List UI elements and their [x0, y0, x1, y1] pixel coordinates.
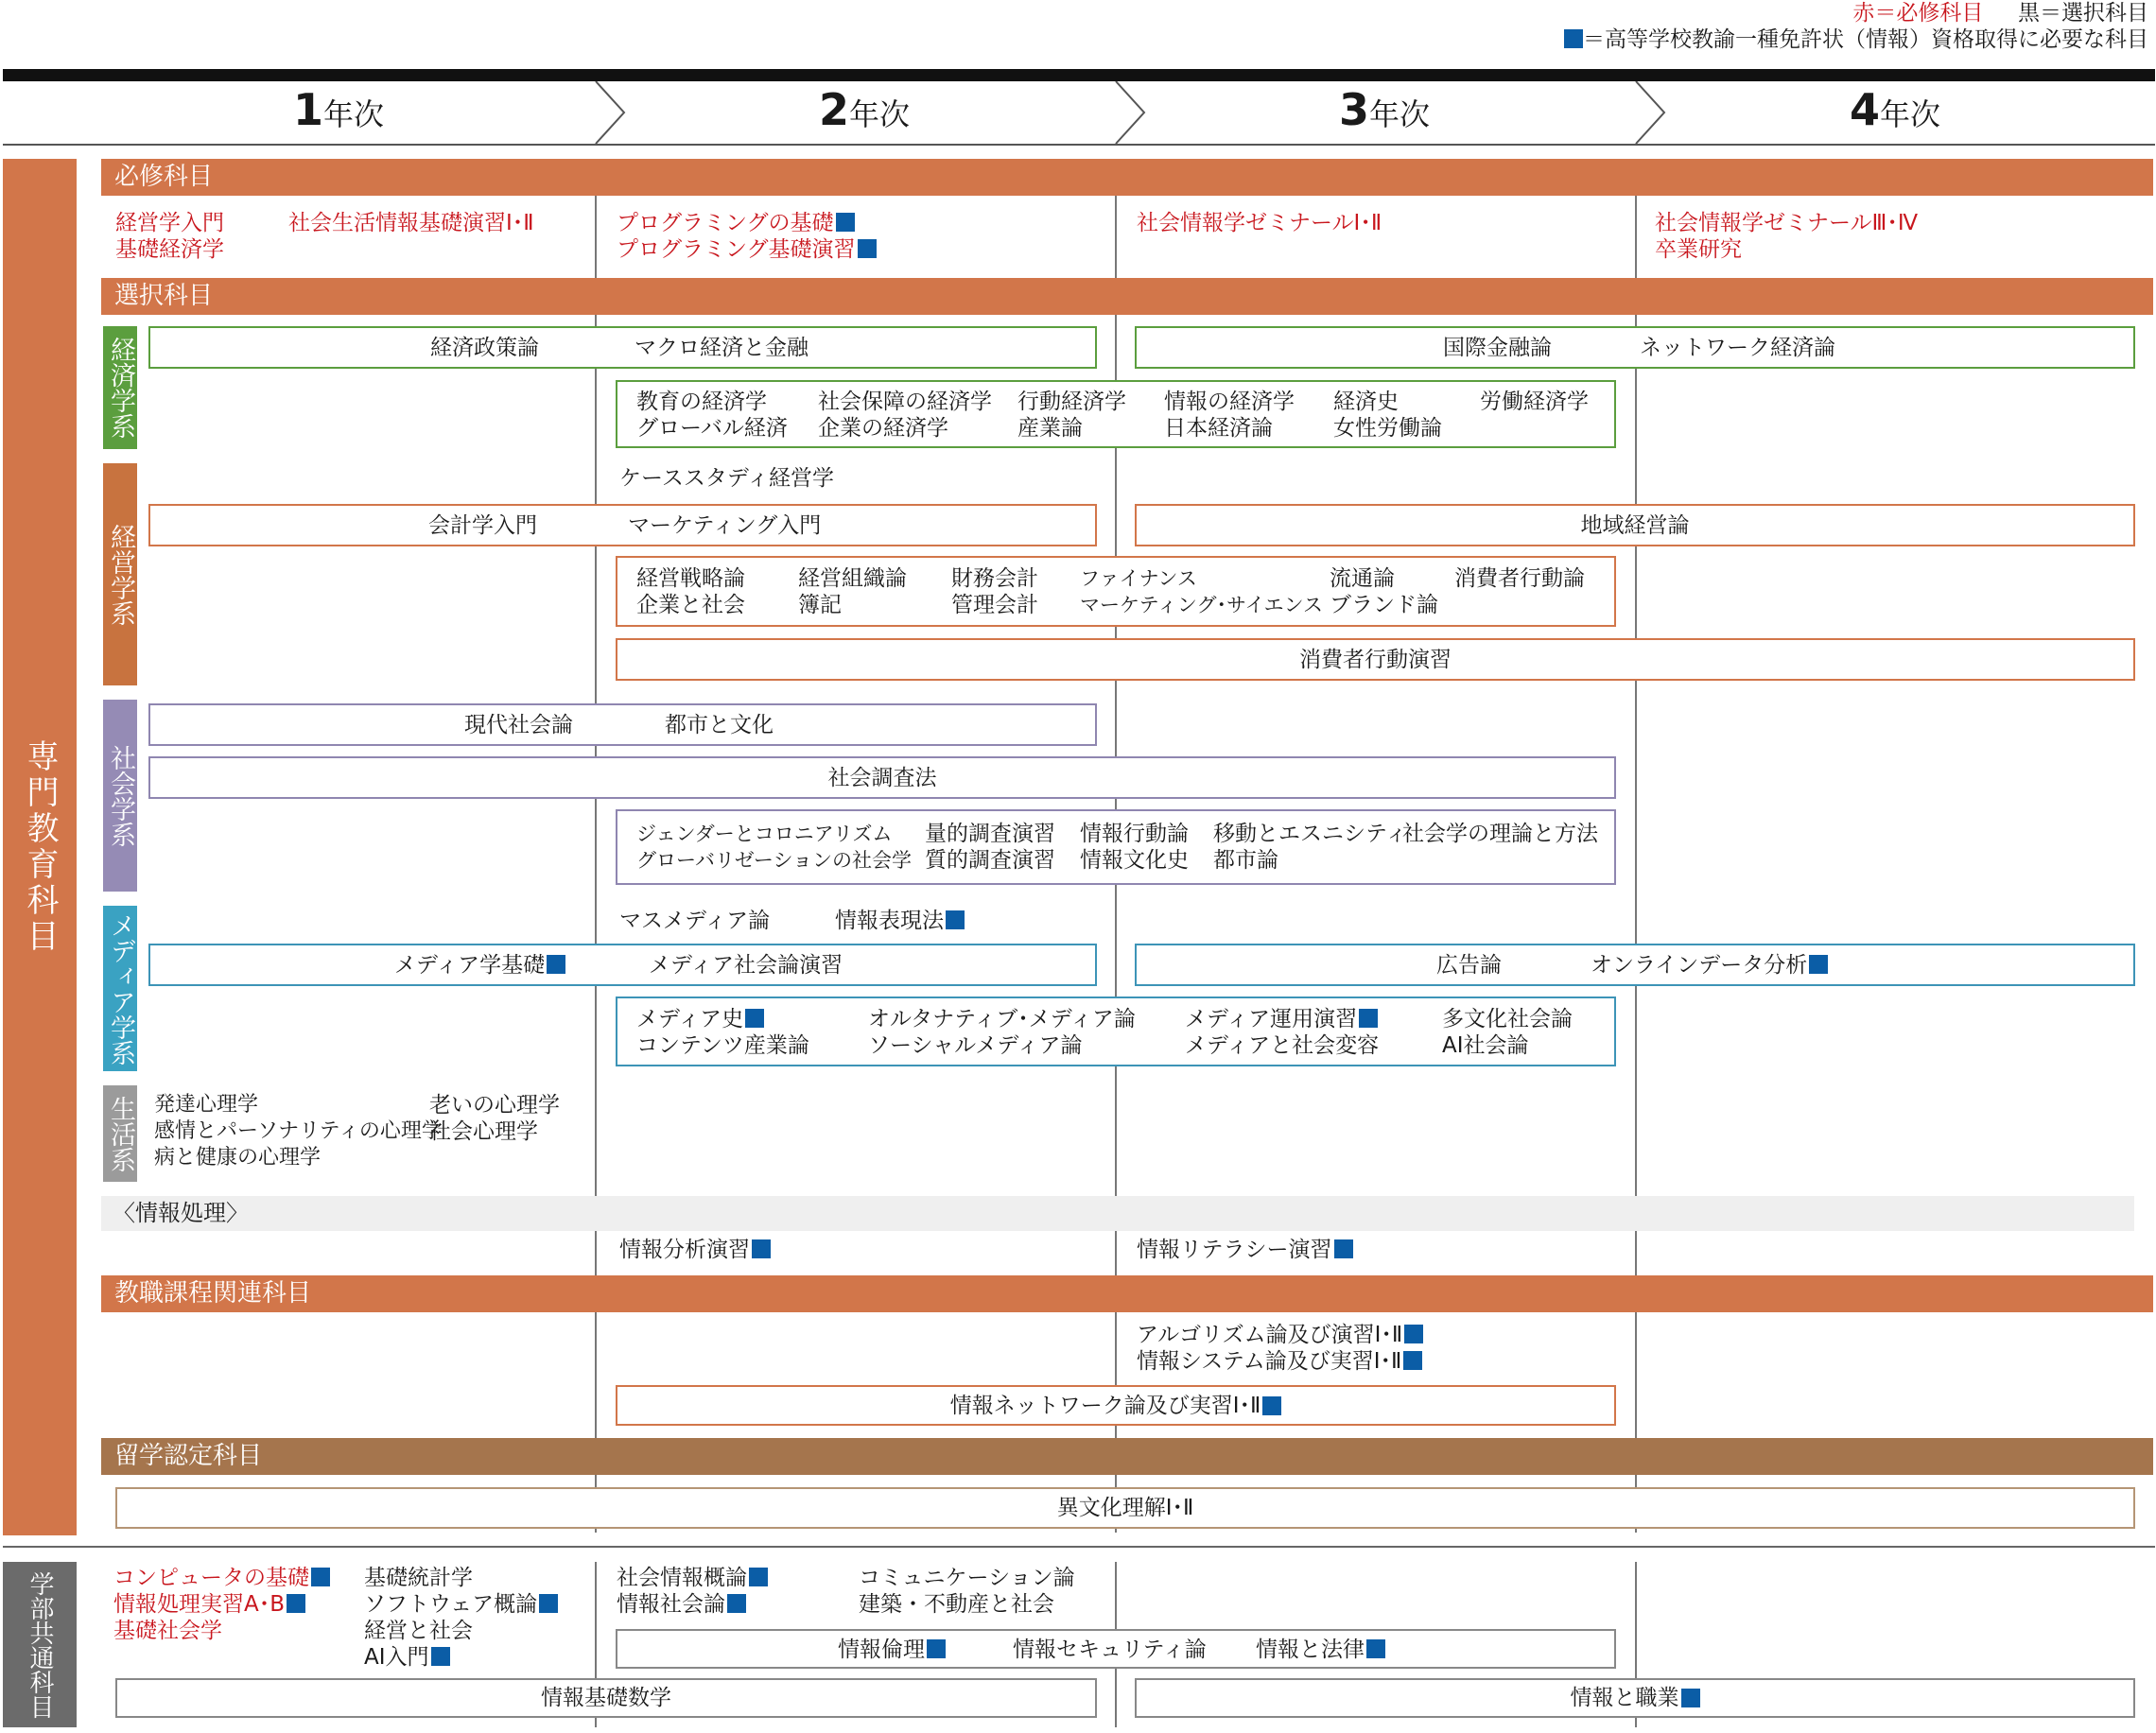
media-box-2: 広告論 オンラインデータ分析 — [1135, 944, 2135, 986]
arrow-3 — [1636, 81, 1664, 144]
media-free-1: マスメディア論 — [619, 909, 771, 933]
arrow-1 — [596, 81, 624, 144]
blue-square-icon — [752, 1239, 771, 1258]
req-y2: プログラミングの基礎 プログラミング基礎演習 — [617, 210, 877, 263]
blue-square-icon — [1262, 1396, 1281, 1415]
divider-3-4 — [1635, 195, 1637, 1533]
cat-keizai: 経済学系 — [103, 326, 137, 449]
kyoshoku-box: 情報ネットワーク論及び実習Ⅰ･Ⅱ — [616, 1385, 1616, 1426]
gakubu-top-rule — [3, 1546, 2155, 1548]
blue-square-icon — [1366, 1639, 1385, 1658]
seikatsu-col-2: 老いの心理学 社会心理学 — [429, 1093, 560, 1144]
year-2: 2年次 — [819, 84, 911, 135]
bar-required: 必修科目 — [101, 159, 2153, 196]
bar-study-abroad: 留学認定科目 — [101, 1438, 2153, 1475]
gakubu-box-3: 情報と職業 — [1135, 1678, 2135, 1718]
gakubu-box-1: 情報倫理 情報セキュリティ論 情報と法律 — [616, 1629, 1616, 1669]
keizai-box-3: 教育の経済学 グローバル経済 社会保障の経済学 企業の経済学 行動経済学 産業論 情報の経済学 日本経済論 経済史 女性労働論 労働経済学 — [616, 380, 1616, 448]
bar-elective: 選択科目 — [101, 278, 2153, 315]
cat-shakai: 社会学系 — [103, 700, 137, 892]
legend-license: ＝高等学校教諭一種免許状（情報）資格取得に必要な科目 — [1583, 27, 2148, 52]
blue-square-icon — [287, 1594, 305, 1613]
keizai-box-2: 国際金融論 ネットワーク経済論 — [1135, 326, 2135, 369]
divider-1-2 — [595, 195, 597, 1533]
blue-square-icon — [1403, 1351, 1422, 1370]
bar-teaching: 教職課程関連科目 — [101, 1275, 2153, 1312]
ryugaku-box: 異文化理解Ⅰ･Ⅱ — [115, 1487, 2135, 1529]
blue-square-icon — [1681, 1689, 1700, 1707]
media-box-3: メディア史 コンテンツ産業論 オルタナティブ･メディア論 ソーシャルメディア論 メディア運用演習 メディアと社会変容 多文化社会論 AI社会論 — [616, 996, 1616, 1066]
keiei-free: ケーススタディ経営学 — [619, 466, 835, 491]
arrow-2 — [1116, 81, 1144, 144]
year-1: 1年次 — [293, 84, 385, 135]
keiei-box-2: 地域経営論 — [1135, 504, 2135, 546]
blue-square-icon — [745, 1009, 764, 1028]
side-gakubu: 学部共通科目 — [3, 1562, 77, 1727]
header-top-rule — [3, 69, 2155, 81]
side-senmon: 専門教育科目 — [3, 159, 77, 1535]
legend-elective: 黒＝選択科目 — [2018, 1, 2148, 26]
req-y1-col1: 経営学入門 基礎経済学 — [115, 211, 224, 262]
media-box-1: メディア学基礎 メディア社会論演習 — [148, 944, 1097, 986]
seikatsu-col-1: 発達心理学 感情とパーソナリティの心理学 病と健康の心理学 — [154, 1093, 443, 1170]
cat-media: メディア学系 — [103, 906, 137, 1071]
blue-square-icon — [727, 1594, 746, 1613]
gakubu-box-2: 情報基礎数学 — [115, 1678, 1097, 1718]
blue-square-icon — [946, 910, 965, 929]
blue-square-icon — [1809, 955, 1828, 974]
gakubu-y2-col1: 社会情報概論 情報社会論 — [617, 1565, 768, 1618]
keiei-box-3: 経営戦略論 企業と社会 経営組織論 簿記 財務会計 管理会計 ファイナンス マーケティング･サイエンス 流通論 ブランド論 消費者行動論 — [616, 556, 1616, 627]
year-3: 3年次 — [1339, 84, 1431, 135]
req-y1-col2: 社会生活情報基礎演習Ⅰ･Ⅱ — [288, 211, 534, 235]
blue-square-icon — [431, 1647, 450, 1666]
gakubu-y2-col2: コミュニケーション論 建築・不動産と社会 — [859, 1566, 1075, 1617]
legend-required: 赤＝必修科目 — [1852, 1, 1984, 26]
keiei-box-1: 会計学入門 マーケティング入門 — [148, 504, 1097, 546]
joho-y2: 情報分析演習 — [619, 1237, 771, 1263]
legend-line-2 — [1562, 26, 2148, 53]
blue-square-icon — [539, 1594, 558, 1613]
gakubu-y1-col2: 基礎統計学 ソフトウェア概論 経営と社会 AI入門 — [364, 1565, 558, 1671]
legend-line-1 — [1562, 0, 2148, 26]
joho-y3: 情報リテラシー演習 — [1137, 1237, 1353, 1263]
legend — [1562, 0, 2148, 53]
blue-square-icon — [927, 1639, 946, 1658]
cat-seikatsu: 生活系 — [103, 1085, 137, 1182]
req-y4: 社会情報学ゼミナールⅢ･Ⅳ 卒業研究 — [1655, 211, 1919, 262]
req-y3: 社会情報学ゼミナールⅠ･Ⅱ — [1137, 211, 1382, 235]
shakai-box-3: ジェンダーとコロニアリズム グローバリゼーションの社会学 量的調査演習 質的調査演習 情報行動論 情報文化史 移動とエスニシティ 都市論 社会学の理論と方法 — [616, 809, 1616, 885]
blue-square-icon — [858, 239, 877, 258]
media-free-2: 情報表現法 — [835, 908, 965, 934]
blue-square-icon — [1334, 1239, 1353, 1258]
keiei-box-4: 消費者行動演習 — [616, 638, 2135, 681]
blue-square-icon — [1404, 1325, 1423, 1343]
blue-square-icon — [749, 1568, 768, 1586]
kyoshoku-y3: アルゴリズム論及び演習Ⅰ･Ⅱ 情報システム論及び実習Ⅰ･Ⅱ — [1137, 1322, 1423, 1375]
shakai-box-1: 現代社会論 都市と文化 — [148, 703, 1097, 746]
cat-keiei: 経営学系 — [103, 463, 137, 685]
year-4: 4年次 — [1850, 84, 1941, 135]
keizai-box-1: 経済政策論 マクロ経済と金融 — [148, 326, 1097, 369]
blue-square-icon — [836, 213, 855, 232]
blue-square-icon — [547, 955, 565, 974]
gakubu-y1-col1: コンピュータの基礎 情報処理実習A･B 基礎社会学 — [113, 1565, 330, 1644]
blue-square-icon — [1564, 29, 1583, 48]
shakai-box-2: 社会調査法 — [148, 756, 1616, 799]
joho-band: 〈情報処理〉 — [101, 1196, 2134, 1231]
blue-square-icon — [311, 1568, 330, 1586]
blue-square-icon — [1359, 1009, 1378, 1028]
